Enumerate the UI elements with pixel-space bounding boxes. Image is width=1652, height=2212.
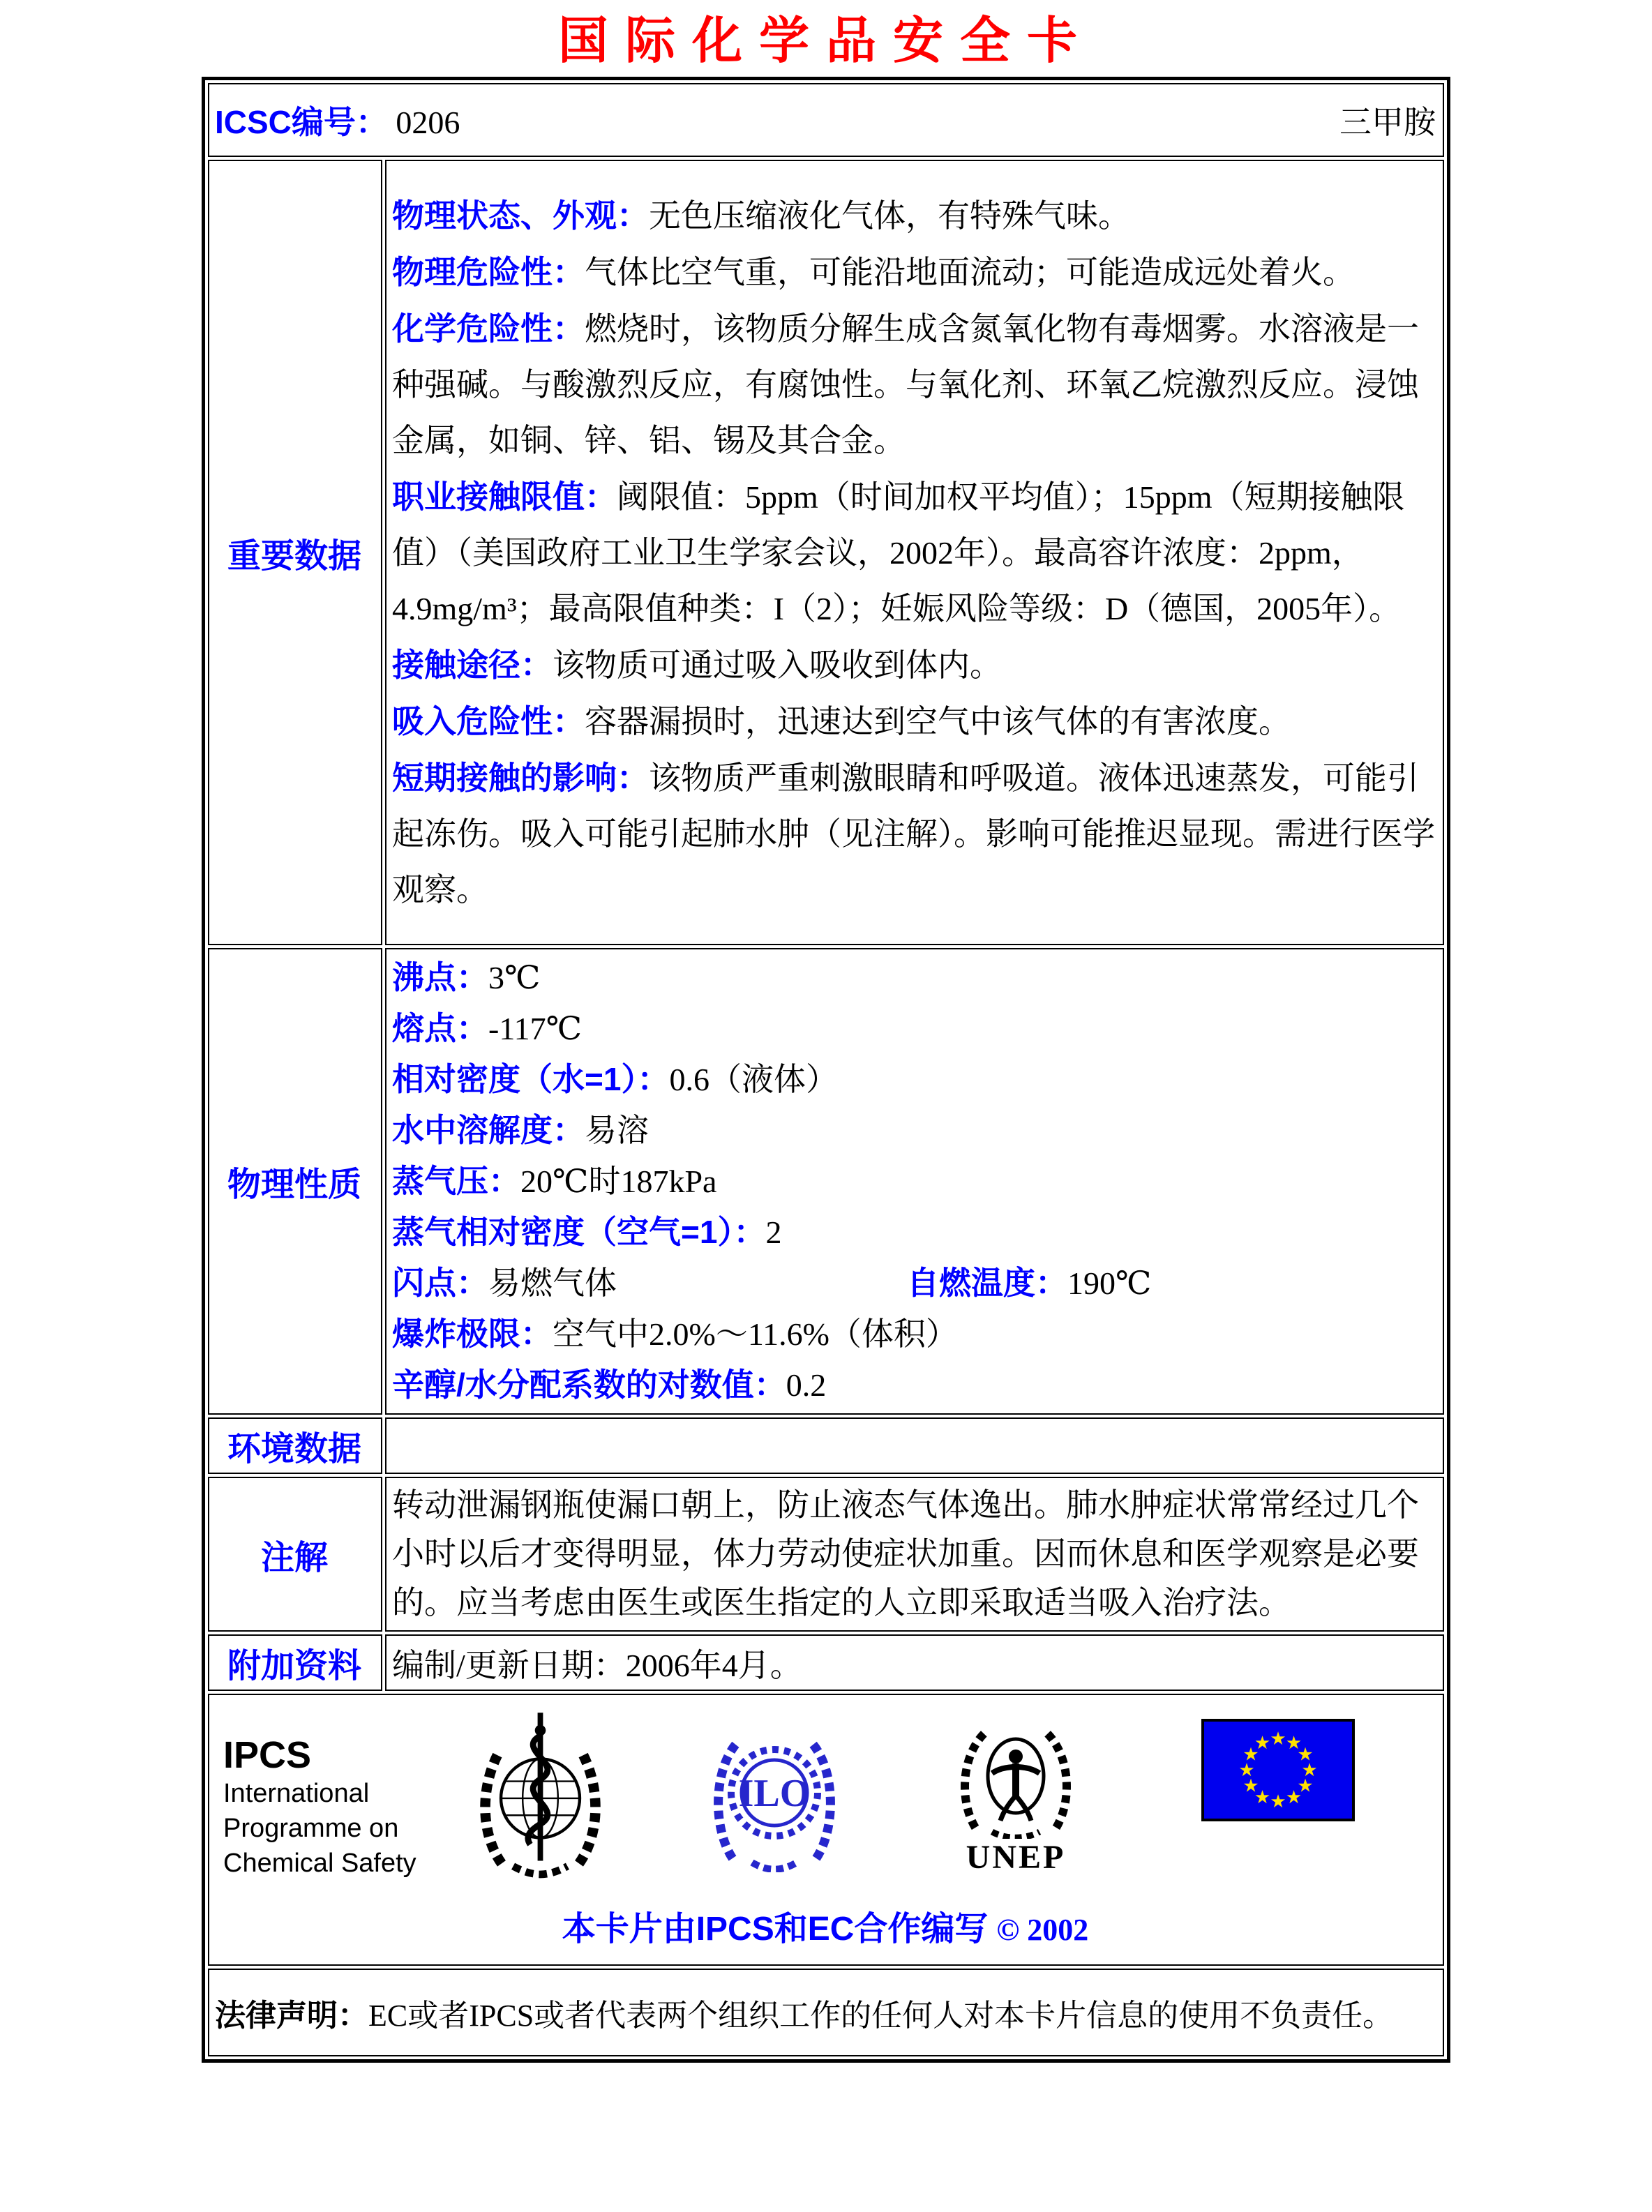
credit-text: 本卡片由IPCS和EC合作编写 [562, 1911, 989, 1948]
field-label: 闪点： [392, 1265, 488, 1301]
field-label: 自燃温度： [907, 1265, 1067, 1301]
section-label-notes: 注解 [208, 1477, 382, 1632]
field-label: 化学危险性： [392, 310, 585, 347]
ilo-wordmark: ILO [738, 1772, 811, 1815]
section-label-physical-properties: 物理性质 [208, 948, 382, 1415]
icsc-card-table [202, 77, 1450, 2063]
svg-text:★: ★ [1238, 1760, 1255, 1780]
field-line [392, 750, 1436, 918]
field-value: 2 [765, 1214, 782, 1250]
notes-row [208, 1477, 1444, 1632]
field-line [392, 1003, 1436, 1054]
environmental-data-row [208, 1417, 1444, 1474]
section-label-important-data: 重要数据 [208, 160, 382, 945]
copyright: © 2002 [996, 1913, 1089, 1947]
legal-label: 法律声明： [215, 1999, 368, 2033]
field-label: 熔点： [392, 1010, 488, 1046]
section-label-environmental-data: 环境数据 [208, 1417, 382, 1474]
chemical-name: 三甲胺 [1339, 105, 1436, 140]
field-label: 相对密度（水=1）： [392, 1061, 670, 1097]
svg-text:★: ★ [1254, 1787, 1271, 1807]
unep-wordmark: UNEP [966, 1839, 1066, 1876]
important-data-content [385, 160, 1444, 945]
unep-logo-icon [956, 1715, 1076, 1876]
field-label: 职业接触限值： [392, 478, 617, 515]
additional-info-content [385, 1634, 1444, 1691]
svg-text:★: ★ [1285, 1733, 1302, 1753]
field-value: 20℃时187kPa [520, 1164, 717, 1199]
field-value: 易溶 [585, 1113, 649, 1148]
field-label: 沸点： [392, 959, 488, 995]
field-line [392, 1309, 1436, 1360]
field-line [392, 952, 1436, 1003]
svg-text:★: ★ [1297, 1744, 1314, 1765]
ilo-logo-icon [712, 1717, 837, 1876]
field-line [392, 1054, 1436, 1105]
field-label: 吸入危险性： [392, 702, 585, 739]
section-label-additional-info: 附加资料 [208, 1634, 382, 1691]
important-data-row [208, 160, 1444, 945]
svg-text:★: ★ [1254, 1733, 1271, 1753]
field-line [392, 1105, 1436, 1156]
eu-flag-icon [1201, 1719, 1355, 1825]
physical-properties-content [385, 948, 1444, 1415]
field-value: 0.2 [786, 1367, 827, 1403]
field-label: 接触途径： [392, 646, 553, 683]
notes-content [385, 1477, 1444, 1632]
field-value: 燃烧时，该物质分解生成含氮氧化物有毒烟雾。水溶液是一种强碱。与酸激烈反应，有腐蚀性。与氧化剂、环氧乙烷激烈反应。浸蚀金属，如铜、锌、铝、锡及其合金。 [392, 310, 1419, 458]
icsc-number-value: 0206 [396, 105, 460, 140]
svg-text:★: ★ [1270, 1791, 1286, 1812]
ipcs-block [223, 1734, 416, 1881]
field-label: 物理危险性： [392, 253, 585, 290]
field-label: 物理状态、外观： [392, 197, 649, 234]
field-line [392, 1207, 1436, 1258]
svg-text:★: ★ [1242, 1775, 1259, 1796]
svg-text:★: ★ [1242, 1744, 1259, 1765]
field-label: 水中溶解度： [392, 1112, 585, 1148]
flash-point-autoignition-line [392, 1258, 1436, 1309]
svg-text:★: ★ [1297, 1775, 1314, 1796]
svg-text:★: ★ [1270, 1729, 1286, 1749]
notes-text: 转动泄漏钢瓶使漏口朝上，防止液态气体逸出。肺水肿症状常常经过几个小时以后才变得明显，体力劳动使症状加重。因而休息和医学观察是必要的。应当考虑由医生或医生指定的人立即采取适当吸入治疗法。 [392, 1487, 1419, 1620]
field-line [392, 1360, 1436, 1410]
field-value: 空气中2.0%～11.6%（体积） [553, 1316, 958, 1352]
who-logo-icon [476, 1708, 605, 1889]
field-value: 易燃气体 [488, 1265, 617, 1301]
field-line [392, 188, 1436, 244]
legal-text: EC或者IPCS或者代表两个组织工作的任何人对本卡片信息的使用不负责任。 [368, 1999, 1394, 2033]
organizations-footer-row [208, 1694, 1444, 1966]
ipcs-name-line: Programme on [223, 1814, 399, 1843]
page-title: 国际化学品安全卡 [557, 13, 1094, 69]
ipcs-name-line: International [223, 1779, 370, 1808]
field-label: 蒸气压： [392, 1163, 520, 1199]
field-label: 爆炸极限： [392, 1316, 553, 1352]
field-line [392, 301, 1436, 469]
ipcs-name-line: Chemical Safety [223, 1849, 416, 1878]
field-value: 容器漏损时，迅速达到空气中该气体的有害浓度。 [585, 703, 1291, 739]
field-value: 无色压缩液化气体，有特殊气味。 [649, 197, 1130, 234]
field-label: 蒸气相对密度（空气=1）： [392, 1214, 766, 1250]
svg-text:★: ★ [1301, 1760, 1318, 1780]
legal-disclaimer-row [208, 1969, 1444, 2056]
field-value: -117℃ [488, 1011, 583, 1046]
field-label: 辛醇/水分配系数的对数值： [392, 1367, 786, 1403]
update-date-text: 编制/更新日期：2006年4月。 [392, 1647, 802, 1683]
field-value: 190℃ [1067, 1265, 1152, 1301]
field-label: 短期接触的影响： [392, 759, 649, 796]
field-value: 0.6（液体） [669, 1062, 838, 1097]
ipcs-acronym: IPCS [223, 1734, 312, 1776]
field-value: 阈限值：5ppm（时间加权平均值）；15ppm（短期接触限值）（美国政府工业卫生学家会议，2002年）。最高容许浓度：2ppm，4.9mg/m³；最高限值种类：I（2）；妊娠风险等级：D（德国，2005年）。 [392, 479, 1405, 626]
field-value: 3℃ [488, 960, 541, 995]
organizations-footer [215, 1698, 1436, 1962]
icsc-number-group [215, 97, 460, 143]
field-line [392, 693, 1436, 750]
additional-info-row [208, 1634, 1444, 1691]
field-line [392, 637, 1436, 693]
field-line [392, 1156, 1436, 1207]
svg-text:★: ★ [1285, 1787, 1302, 1807]
field-line [392, 469, 1436, 637]
field-value: 气体比空气重，可能沿地面流动；可能造成远处着火。 [585, 254, 1355, 290]
field-value: 该物质严重刺激眼睛和呼吸道。液体迅速蒸发，可能引起冻伤。吸入可能引起肺水肿（见注解）。影响可能推迟显现。需进行医学观察。 [392, 760, 1435, 908]
field-value: 该物质可通过吸入吸收到体内。 [553, 647, 1002, 683]
environmental-data-content [385, 1417, 1444, 1474]
header-row [208, 83, 1444, 157]
icsc-number-label: ICSC编号： [215, 104, 388, 140]
credit-line [215, 1902, 1436, 1950]
field-line [392, 244, 1436, 301]
physical-properties-row [208, 948, 1444, 1415]
